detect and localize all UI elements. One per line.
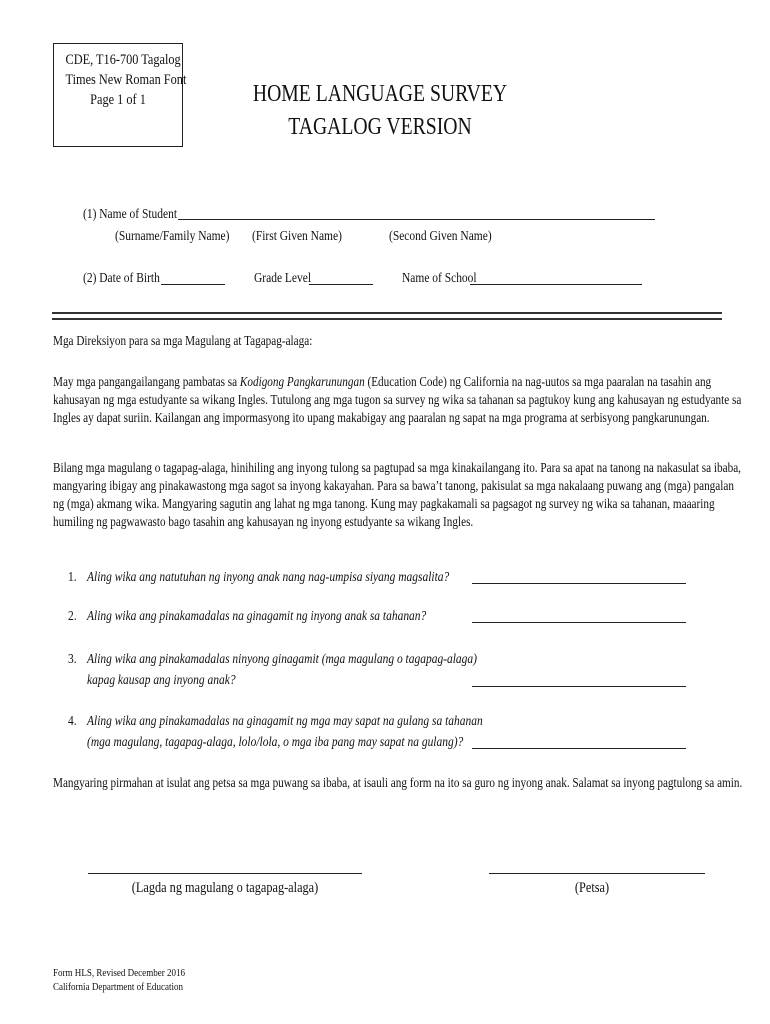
department-name: California Department of Education <box>53 981 183 993</box>
paragraph-2-line-2: mangyaring ibigay ang pinakawastong mga sagot sa inyong kakayahan. Para sa bawa’t tanong, pakisulat sa mga nakalaang puwang ang (mga) pangalan <box>53 479 734 494</box>
paragraph-1-line-3: Ingles ay dapat suriin. Kailangan ang impormasyong ito upang makabigay ang paaralan ng sapat na mga programa at serbisyong pangkarunungan. <box>53 411 710 426</box>
page-number: Page 1 of 1 <box>90 92 146 108</box>
date-field[interactable] <box>489 873 705 874</box>
font-note: Times New Roman Font <box>65 72 187 88</box>
form-revision: Form HLS, Revised December 2016 <box>53 967 186 979</box>
question-1 <box>68 567 468 589</box>
student-name-field[interactable] <box>178 207 655 220</box>
question-text-cont: (mga magulang, tagapag-alaga, lolo/lola, o mga iba pang may sapat na gulang)? <box>87 735 464 750</box>
p1-text-a: May mga pangangailangang pambatas sa <box>53 375 240 390</box>
answer-field-4[interactable] <box>472 748 686 749</box>
form-code-box <box>53 43 187 147</box>
school-field[interactable] <box>470 271 642 285</box>
student-name-label: (1) Name of Student <box>83 207 178 222</box>
first-name-caption <box>252 229 362 245</box>
grade-field[interactable] <box>309 271 373 285</box>
form-code: CDE, T16-700 Tagalog <box>65 52 181 68</box>
question-text: Aling wika ang natutuhan ng inyong anak nang nag-umpisa siyang magsalita? <box>87 570 450 585</box>
answer-field-2[interactable] <box>472 622 686 623</box>
second-name-label: (Second Given Name) <box>389 229 492 244</box>
answer-field-3[interactable] <box>472 686 686 687</box>
question-text: Aling wika ang pinakamadalas na ginagamit ng inyong anak sa tahanan? <box>87 609 427 624</box>
education-code-italic: Kodigong Pangkarunungan <box>239 375 365 390</box>
title-line-2: TAGALOG VERSION <box>288 114 472 140</box>
question-number: 3. <box>68 652 77 667</box>
question-text: Aling wika ang pinakamadalas na ginagamit ng mga may sapat na gulang sa tahanan <box>87 714 483 729</box>
directions-heading <box>53 333 718 351</box>
paragraph-1-line-1 <box>53 374 718 392</box>
footer <box>53 966 214 994</box>
parent-signature-caption <box>88 880 362 897</box>
closing-instructions <box>53 775 743 793</box>
dob-label: (2) Date of Birth <box>83 271 160 286</box>
second-name-caption <box>389 229 514 245</box>
parent-signature-field[interactable] <box>88 873 362 874</box>
question-number: 1. <box>68 570 77 585</box>
question-text: Aling wika ang pinakamadalas ninyong ginagamit (mga magulang o tagapag-alaga) <box>87 652 477 667</box>
directions-heading-text: Mga Direksiyon para sa mga Magulang at Tagapag-alaga: <box>53 334 313 349</box>
page-title <box>200 78 560 144</box>
date-label: (Petsa) <box>574 880 610 896</box>
question-2 <box>68 606 468 628</box>
date-caption <box>489 880 695 897</box>
divider-top <box>52 312 722 314</box>
surname-caption <box>115 229 255 245</box>
question-number: 4. <box>68 714 77 729</box>
paragraph-2-line-4: humiling ng pagwawasto bago tasahin ang kahusayan ng inyong estudyante sa wikang Ingles. <box>53 515 474 530</box>
paragraph-2-line-3: ng (mga) akmang wika. Mangyaring sagutin ang lahat ng mga tanong. Kung may pagkakamali sa pagsagot ng survey ng wika sa tahanan, maaaring <box>53 497 715 512</box>
paragraph-2 <box>53 460 741 532</box>
parent-signature-label: (Lagda ng magulang o tagapag-alaga) <box>131 880 319 896</box>
question-4 <box>68 711 483 755</box>
divider-bottom <box>52 318 722 320</box>
surname-label: (Surname/Family Name) <box>115 229 230 244</box>
answer-field-1[interactable] <box>472 583 686 584</box>
title-line-1: HOME LANGUAGE SURVEY <box>252 81 508 107</box>
grade-label: Grade Level <box>254 271 312 286</box>
question-text-cont: kapag kausap ang inyong anak? <box>87 673 236 688</box>
p1-text-b: (Education Code) ng California na nag-uutos sa mga paaralan na tasahin ang <box>364 375 712 390</box>
first-name-label: (First Given Name) <box>252 229 342 244</box>
closing-text: Mangyaring pirmahan at isulat ang petsa sa mga puwang sa ibaba, at isauli ang form na ito sa guro ng inyong anak. Salamat sa inyong pagtulong sa amin. <box>53 776 743 791</box>
paragraph-1-line-2: kahusayan ng mga estudyante sa wikang Ingles. Tutulong ang mga tugon sa survey ng wika sa tahanan sa pagtukoy kung ang kahusayan ng estudyante sa <box>53 393 742 408</box>
school-label: Name of School <box>402 271 477 286</box>
question-number: 2. <box>68 609 77 624</box>
paragraph-1 <box>53 374 742 428</box>
dob-field[interactable] <box>161 271 225 285</box>
question-3 <box>68 649 477 693</box>
paragraph-2-line-1: Bilang mga magulang o tagapag-alaga, hinihiling ang inyong tulong sa pagtupad sa mga kinakailangang ito. Para sa apat na tanong na nakasulat sa ibaba, <box>53 461 741 476</box>
